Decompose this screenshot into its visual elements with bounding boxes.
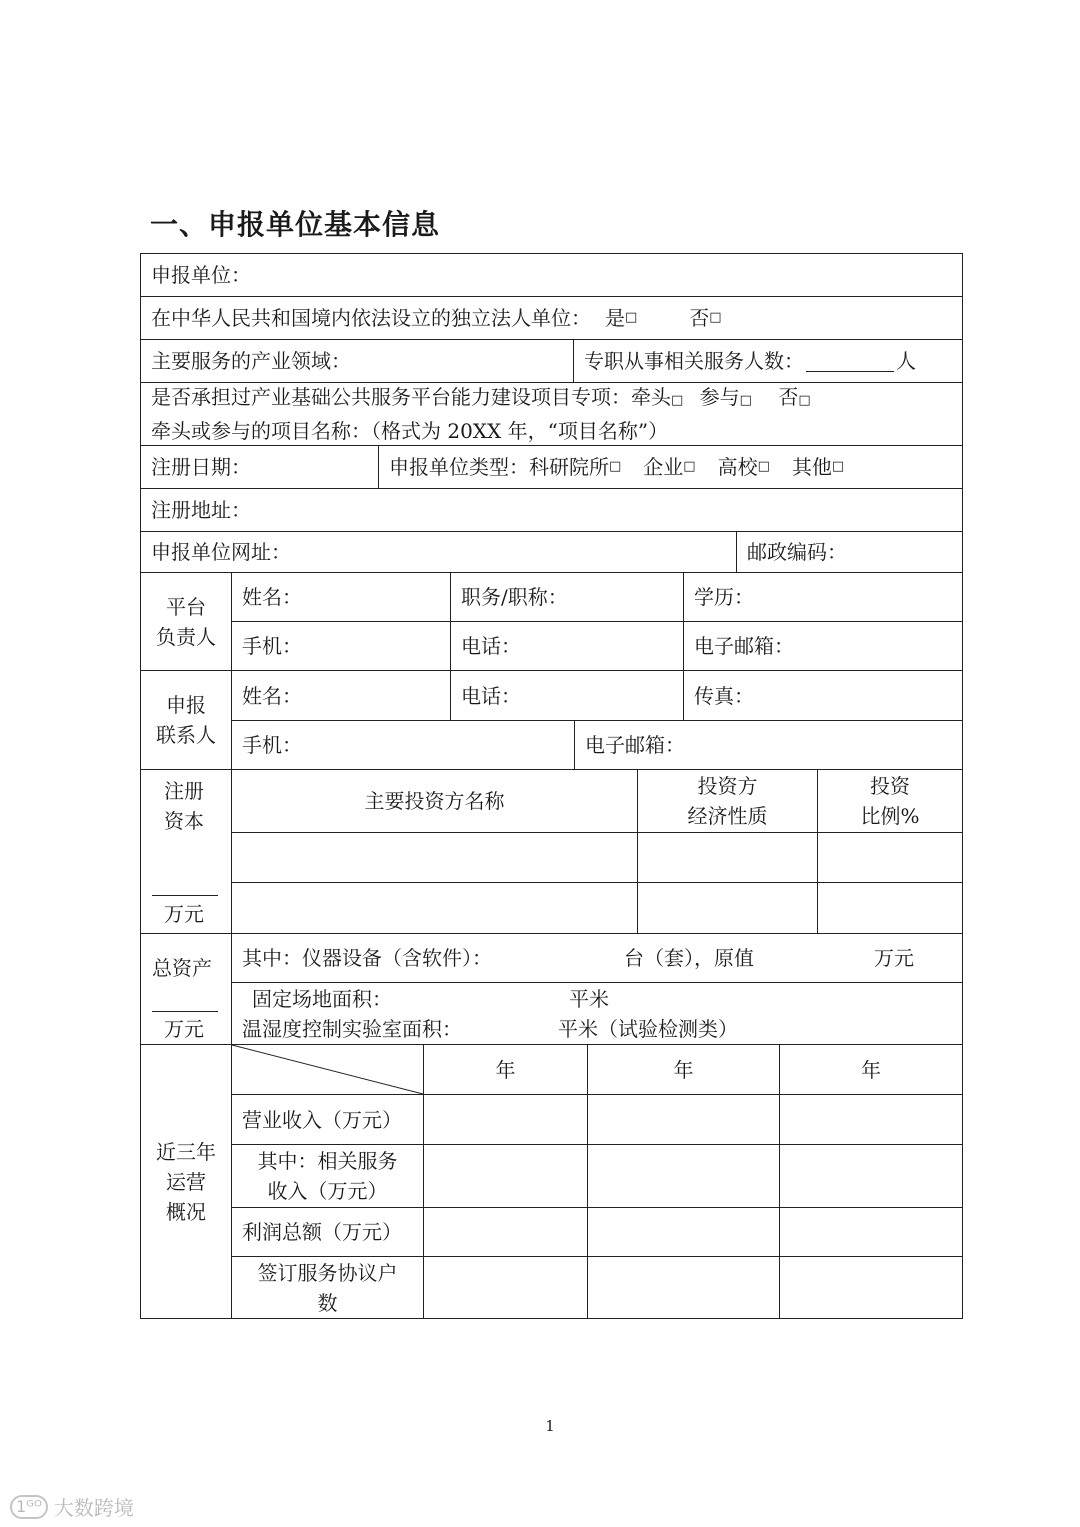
revenue-cell-3[interactable] (779, 1094, 963, 1145)
contact-fax-label: 传真： (694, 683, 754, 708)
agreements-label-1: 签订服务协议户 (257, 1260, 398, 1285)
lab-area-label: 温湿度控制实验室面积： (242, 1017, 462, 1041)
contact-name-label: 姓名： (242, 683, 302, 708)
applicant-name-field[interactable] (140, 253, 963, 297)
year-header-2[interactable] (587, 1044, 780, 1095)
unit-type-label: 申报单位类型： (389, 455, 529, 479)
platform-head-title-field[interactable] (450, 572, 684, 622)
site-area-label: 固定场地面积： (252, 987, 392, 1011)
agreements-cell-2[interactable] (587, 1256, 780, 1319)
legal-entity-no-label: 否 (689, 306, 710, 330)
platform-head-education-label: 学历： (694, 585, 754, 609)
equipment-label: 其中：仪器设备（含软件）： (242, 946, 492, 970)
registered-address-field[interactable] (140, 488, 963, 532)
investor-name-cell[interactable] (231, 882, 638, 934)
contact-label-1: 申报 (166, 693, 206, 717)
profit-cell-2[interactable] (587, 1207, 780, 1257)
platform-head-mobile-label: 手机： (242, 634, 302, 658)
service-revenue-row-label (231, 1144, 424, 1208)
contact-name-field[interactable] (231, 670, 451, 721)
year-header-1[interactable] (423, 1044, 588, 1095)
postcode-label: 邮政编码： (747, 540, 847, 564)
project-history-question: 是否承担过产业基础公共服务平台能力建设项目专项： (151, 385, 631, 409)
investor-nature-header-1: 投资方 (697, 774, 758, 798)
investor-name-header (231, 769, 638, 833)
platform-head-name-field[interactable] (231, 572, 451, 622)
unit-type-university-checkbox[interactable]: □ (757, 459, 770, 474)
unit-type-other-checkbox[interactable]: □ (831, 459, 845, 474)
registration-date-field[interactable] (140, 445, 379, 489)
platform-head-section-label (140, 572, 232, 671)
platform-head-label-2: 负责人 (156, 624, 216, 649)
registration-date-label: 注册日期： (151, 455, 251, 479)
platform-head-title-label: 职务/职称： (461, 585, 568, 609)
project-history-row (140, 382, 963, 446)
registered-address-label: 注册地址： (151, 498, 251, 522)
investor-nature-header-2: 经济性质 (687, 804, 768, 828)
platform-head-education-field[interactable] (683, 572, 963, 622)
project-none-checkbox[interactable]: □ (798, 393, 811, 408)
industry-field[interactable] (140, 339, 574, 383)
investor-ratio-header (817, 769, 963, 833)
ops-label-1: 近三年 (156, 1139, 216, 1164)
contact-section-label (140, 670, 232, 770)
industry-label: 主要服务的产业领域： (151, 349, 351, 373)
service-revenue-cell-3[interactable] (779, 1144, 963, 1208)
service-revenue-label-1: 其中：相关服务 (257, 1149, 398, 1173)
investor-ratio-header-2: 比例% (860, 804, 920, 828)
staff-count-label: 专职从事相关服务人数： (584, 349, 804, 373)
unit-type-enterprise-label: 企业 (643, 455, 684, 479)
postcode-field[interactable] (736, 531, 963, 573)
revenue-cell-2[interactable] (587, 1094, 780, 1145)
project-name-line: 牵头或参与的项目名称：（格式为 20XX 年，“项目名称”） (151, 419, 669, 443)
equipment-value-unit: 万元 (874, 946, 914, 970)
unit-type-other-label: 其他 (791, 455, 832, 479)
contact-mobile-label: 手机： (242, 733, 302, 757)
website-label: 申报单位网址： (151, 540, 291, 564)
investor-name-cell[interactable] (231, 832, 638, 883)
capital-label-1: 注册 (164, 779, 204, 803)
staff-count-field[interactable] (573, 339, 963, 383)
assets-amount-blank[interactable] (152, 1011, 218, 1012)
ops-label-3: 概况 (166, 1199, 206, 1224)
revenue-row-label (231, 1094, 424, 1145)
platform-head-email-field[interactable] (683, 621, 963, 671)
unit-type-research-checkbox[interactable]: □ (609, 459, 622, 474)
project-history-line1 (151, 382, 811, 416)
profit-row-label (231, 1207, 424, 1257)
profit-cell-1[interactable] (423, 1207, 588, 1257)
legal-entity-yes-label: 是 (605, 306, 625, 330)
platform-head-label-1: 平台 (166, 594, 206, 619)
project-lead-checkbox[interactable]: □ (671, 393, 684, 408)
platform-head-phone-label: 电话： (461, 634, 521, 658)
contact-email-field[interactable] (574, 720, 963, 770)
year-label-2: 年 (673, 1057, 694, 1082)
unit-type-research-label: 科研院所 (529, 455, 609, 479)
revenue-label: 营业收入（万元） (242, 1107, 402, 1132)
lab-area-unit: 平米（试验检测类） (558, 1017, 738, 1041)
contact-label-2: 联系人 (156, 723, 216, 747)
watermark (10, 1492, 134, 1521)
unit-type-university-label: 高校 (717, 455, 758, 479)
contact-email-label: 电子邮箱： (585, 733, 685, 757)
ops-section-label (140, 1044, 232, 1319)
contact-phone-field[interactable] (450, 670, 684, 721)
year-header-3[interactable] (779, 1044, 963, 1095)
legal-entity-label: 在中华人民共和国境内依法设立的独立法人单位： (151, 306, 591, 330)
year-label-1: 年 (495, 1057, 516, 1082)
service-revenue-cell-1[interactable] (423, 1144, 588, 1208)
platform-head-email-label: 电子邮箱： (694, 634, 794, 658)
platform-head-name-label: 姓名： (242, 585, 302, 609)
contact-mobile-field[interactable] (231, 720, 575, 770)
legal-entity-yes-checkbox[interactable]: □ (625, 310, 638, 325)
legal-entity-row (140, 296, 963, 340)
platform-head-mobile-field[interactable] (231, 621, 451, 671)
contact-phone-label: 电话： (461, 683, 521, 708)
staff-count-unit: 人 (896, 349, 916, 373)
investor-nature-cell[interactable] (637, 832, 818, 883)
ops-label-2: 运营 (166, 1169, 206, 1194)
legal-entity-no-checkbox[interactable]: □ (709, 310, 722, 325)
investor-nature-header (637, 769, 818, 833)
ops-corner-cell (231, 1044, 424, 1095)
website-field[interactable] (140, 531, 737, 573)
assets-label: 总资产 (152, 956, 212, 980)
investor-ratio-header-1: 投资 (870, 774, 910, 798)
project-join-label: 参与 (699, 385, 740, 409)
agreements-row-label (231, 1256, 424, 1319)
equipment-count-unit: 台（套），原值 (624, 946, 754, 970)
unit-type-row (378, 445, 963, 489)
project-join-checkbox[interactable]: □ (739, 393, 752, 408)
investor-nature-cell[interactable] (637, 882, 818, 934)
project-none-label: 否 (778, 385, 799, 409)
site-area-unit: 平米 (569, 987, 609, 1011)
investor-ratio-cell[interactable] (817, 882, 963, 934)
staff-count-blank[interactable] (806, 351, 894, 372)
assets-unit: 万元 (164, 1017, 204, 1041)
agreements-cell-3[interactable] (779, 1256, 963, 1319)
project-lead-label: 牵头 (631, 385, 671, 409)
page-number: 1 (545, 1417, 555, 1435)
capital-label-2: 资本 (164, 809, 204, 833)
watermark-text: 大数跨境 (53, 1496, 134, 1520)
agreements-label-2: 数 (317, 1290, 338, 1315)
page-title: 一、申报单位基本信息 (150, 208, 441, 241)
contact-fax-field[interactable] (683, 670, 963, 721)
unit-type-enterprise-checkbox[interactable]: □ (683, 459, 696, 474)
platform-head-phone-field[interactable] (450, 621, 684, 671)
service-revenue-label-2: 收入（万元） (267, 1179, 388, 1203)
investor-name-header-text: 主要投资方名称 (364, 789, 505, 813)
capital-amount-blank[interactable] (152, 895, 218, 896)
applicant-label: 申报单位： (151, 263, 251, 287)
service-revenue-cell-2[interactable] (587, 1144, 780, 1208)
watermark-logo-icon: 1ᴳᴼ (10, 1495, 48, 1519)
revenue-cell-1[interactable] (423, 1094, 588, 1145)
profit-label: 利润总额（万元） (242, 1220, 402, 1244)
year-label-3: 年 (861, 1057, 881, 1082)
investor-ratio-cell[interactable] (817, 832, 963, 883)
capital-unit: 万元 (164, 902, 204, 926)
profit-cell-3[interactable] (779, 1207, 963, 1257)
agreements-cell-1[interactable] (423, 1256, 588, 1319)
